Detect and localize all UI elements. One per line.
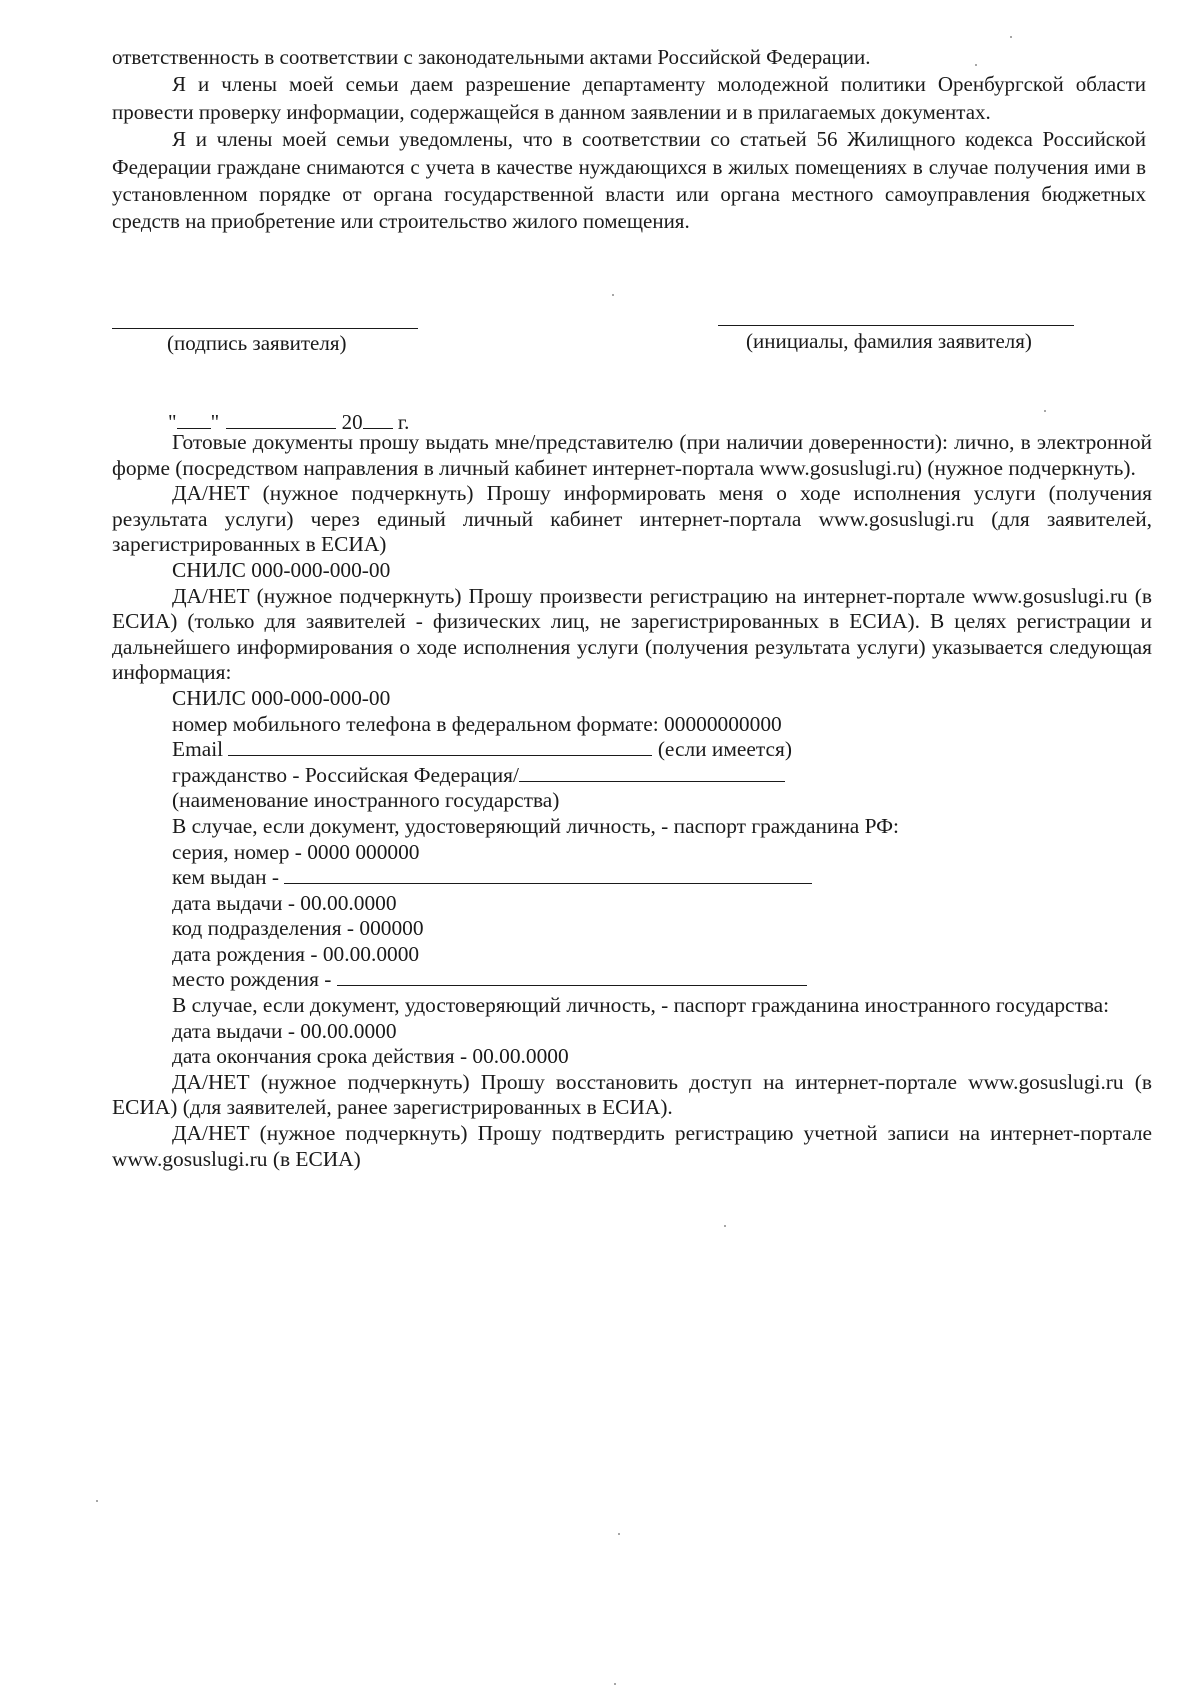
issued-by-label: кем выдан - [172,865,280,890]
statement-block [112,44,1146,236]
birth-place-label: место рождения - [172,967,332,992]
delivery-block [112,430,1152,1172]
snils-line: СНИЛС 000-000-000-00 [172,557,391,582]
scan-speck [618,1533,620,1535]
date-quote-close: " [210,410,220,434]
scan-speck [975,64,977,66]
birth-place-blank [337,967,807,986]
date-quote-open: " [168,410,177,434]
day-blank [177,412,211,429]
liability-paragraph: ответственность в соответствии с законодательными актами Российской Федерации. [112,45,871,69]
series-line: серия, номер - 0000 000000 [172,839,420,864]
division-code-line: код подразделения - 000000 [172,916,424,941]
passport-rf-line: В случае, если документ, удостоверяющий личность, - паспорт гражданина РФ: [172,813,899,838]
citizenship-blank [519,763,785,782]
snils-line-2: СНИЛС 000-000-000-00 [172,685,391,710]
foreign-issue-date-line: дата выдачи - 00.00.0000 [172,1018,397,1043]
name-caption: (инициалы, фамилия заявителя) [746,329,1032,353]
issue-date-line: дата выдачи - 00.00.0000 [172,890,397,915]
email-suffix: (если имеется) [657,737,792,762]
issued-by-line [112,865,1152,891]
year-prefix: 20 [341,410,363,434]
month-blank [226,412,336,429]
issued-by-blank [284,865,812,884]
foreign-state-caption: (наименование иностранного государства) [172,788,560,813]
foreign-expiry-line: дата окончания срока действия - 00.00.0000 [172,1044,569,1069]
name-line [718,325,1074,326]
birth-place-line [112,967,1152,993]
register-paragraph: ДА/НЕТ (нужное подчеркнуть) Прошу произвести регистрацию на интернет-портале www.gosuslugi.ru (в ЕСИА) (только для заявителей - физических лиц, не зарегистрированных в ЕСИА). В целях регистрации и дальнейшего информирования о ходе исполнения услуги (получения результата услуги) указывается следующая информация: [112,583,1152,685]
citizenship-label: гражданство - Российская Федерация/ [172,762,519,787]
signature-line [112,328,418,329]
confirm-registration-paragraph: ДА/НЕТ (нужное подчеркнуть) Прошу подтвердить регистрацию учетной записи на интернет-портале www.gosuslugi.ru (в ЕСИА) [112,1121,1152,1171]
citizenship-line [112,763,1152,789]
year-suffix: г. [397,410,410,434]
verification-consent-paragraph: Я и члены моей семьи даем разрешение департаменту молодежной политики Оренбургской области провести проверку информации, содержащейся в данном заявлении и в прилагаемых документах. [112,72,1146,124]
scan-speck [724,1225,726,1227]
housing-code-notice-paragraph: Я и члены моей семьи уведомлены, что в соответствии со статьей 56 Жилищного кодекса Российской Федерации граждане снимаются с учета в качестве нуждающихся в жилых помещениях в случае получения ими в установленном порядке от органа государственной власти или органа местного самоуправления бюджетных средств на приобретение или строительство жилого помещения. [112,127,1146,234]
email-blank [228,737,652,756]
year-blank [363,412,393,429]
birth-date-line: дата рождения - 00.00.0000 [172,941,420,966]
email-label: Email [172,737,224,762]
scan-speck [1044,410,1046,412]
scan-speck [96,1500,98,1502]
signature-caption: (подпись заявителя) [167,331,347,355]
scan-speck [1010,36,1012,38]
phone-line: номер мобильного телефона в федеральном формате: 00000000000 [172,711,782,736]
restore-access-paragraph: ДА/НЕТ (нужное подчеркнуть) Прошу восстановить доступ на интернет-портале www.gosuslugi.ru (в ЕСИА) (для заявителей, ранее зарегистрированных в ЕСИА). [112,1069,1152,1120]
ready-documents-paragraph: Готовые документы прошу выдать мне/представителю (при наличии доверенности): лично, в электронной форме (посредством направления в личный кабинет интернет-портала www.gosuslugi.ru) (нужное подчеркнуть). [112,430,1152,480]
foreign-passport-paragraph: В случае, если документ, удостоверяющий личность, - паспорт гражданина иностранного государства: [172,993,1110,1018]
scan-speck [612,294,614,296]
scan-speck [614,1683,616,1685]
email-line [112,737,1152,763]
inform-paragraph: ДА/НЕТ (нужное подчеркнуть) Прошу информировать меня о ходе исполнения услуги (получения результата услуги) через единый личный кабинет интернет-портала www.gosuslugi.ru (для заявителей, зарегистрированных в ЕСИА) [112,481,1152,557]
